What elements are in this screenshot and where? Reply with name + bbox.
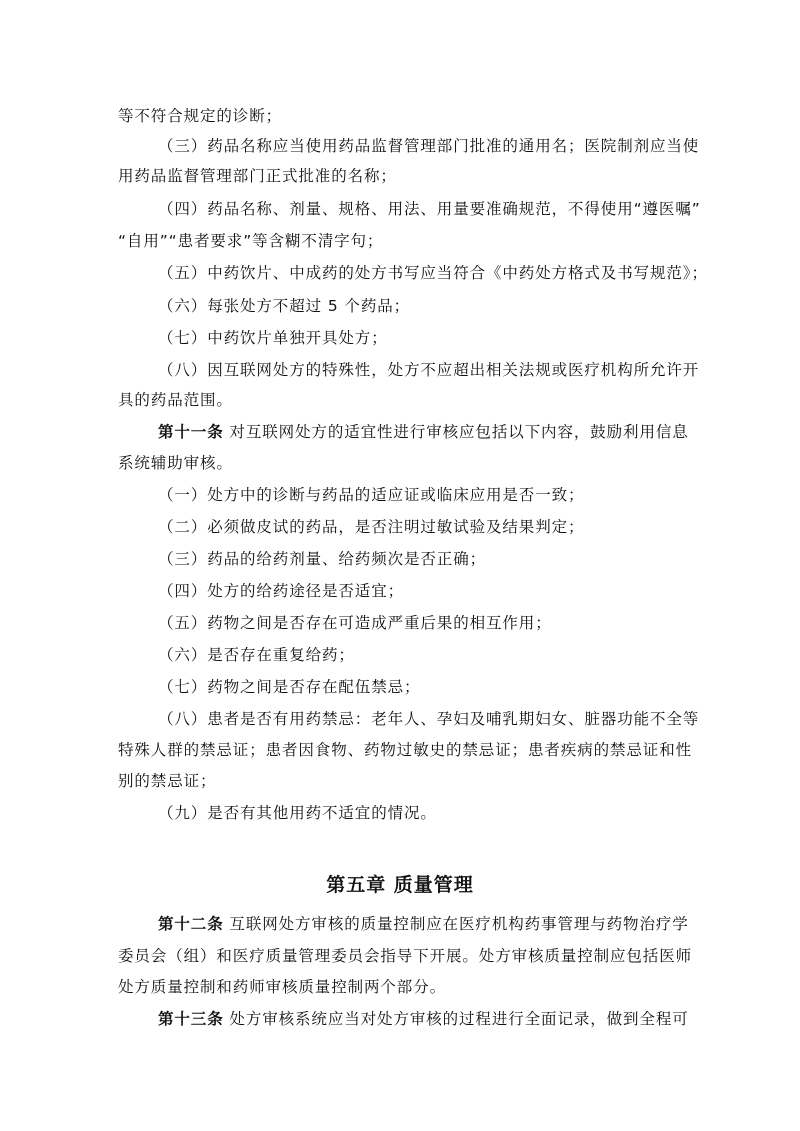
article-number: 第十一条 bbox=[158, 423, 224, 441]
text-line: 用药品监督管理部门正式批准的名称； bbox=[118, 167, 397, 185]
text-line: （八）患者是否有用药禁忌：老年人、孕妇及哺乳期妇女、脏器功能不全等 bbox=[158, 710, 700, 728]
chapter-title: 第五章 质量管理 bbox=[326, 874, 474, 896]
article-line: 第十三条 处方审核系统应当对处方审核的过程进行全面记录，做到全程可 bbox=[158, 1010, 689, 1028]
text-line: （八）因互联网处方的特殊性，处方不应超出相关法规或医疗机构所允许开 bbox=[158, 361, 700, 379]
text-line: （三）药品名称应当使用药品监督管理部门批准的通用名；医院制剂应当使 bbox=[158, 137, 700, 155]
text-line: 别的禁忌证； bbox=[118, 772, 217, 790]
text-line: （七）中药饮片单独开具处方； bbox=[158, 329, 388, 347]
text-line: （四）药品名称、剂量、规格、用法、用量要准确规范，不得使用“遵医嘱” bbox=[158, 200, 701, 218]
article-line: 第十一条 对互联网处方的适宜性进行审核应包括以下内容，鼓励利用信息 bbox=[158, 423, 689, 441]
text-line: （二）必须做皮试的药品，是否注明过敏试验及结果判定； bbox=[158, 518, 585, 536]
text-line: 特殊人群的禁忌证；患者因食物、药物过敏史的禁忌证；患者疾病的禁忌证和性 bbox=[118, 741, 693, 759]
article-number: 第十二条 bbox=[158, 915, 224, 933]
text-line: （一）处方中的诊断与药品的适应证或临床应用是否一致； bbox=[158, 486, 585, 504]
text-line: （六）每张处方不超过 5 个药品； bbox=[158, 297, 411, 315]
text-line: （五）药物之间是否存在可造成严重后果的相互作用； bbox=[158, 614, 552, 632]
text-line: （四）处方的给药途径是否适宜； bbox=[158, 582, 405, 600]
article-line: 第十二条 互联网处方审核的质量控制应在医疗机构药事管理与药物治疗学 bbox=[158, 915, 689, 933]
article-number: 第十三条 bbox=[158, 1010, 224, 1028]
text-line: 具的药品范围。 bbox=[118, 391, 233, 409]
text-line: 委员会（组）和医疗质量管理委员会指导下开展。处方审核质量控制应包括医师 bbox=[118, 947, 693, 965]
text-line: 等不符合规定的诊断； bbox=[118, 107, 283, 125]
text-line: （五）中药饮片、中成药的处方书写应当符合《中药处方格式及书写规范》； bbox=[158, 264, 708, 282]
text-line: （九）是否有其他用药不适宜的情况。 bbox=[158, 804, 437, 822]
text-line: （六）是否存在重复给药； bbox=[158, 646, 355, 664]
text-line: 系统辅助审核。 bbox=[118, 454, 233, 472]
text-line: （七）药物之间是否存在配伍禁忌； bbox=[158, 678, 421, 696]
text-line: 处方质量控制和药师审核质量控制两个部分。 bbox=[118, 978, 447, 996]
text-line: “自用”“患者要求”等含糊不清字句； bbox=[118, 232, 384, 250]
text-line: （三）药品的给药剂量、给药频次是否正确； bbox=[158, 550, 487, 568]
